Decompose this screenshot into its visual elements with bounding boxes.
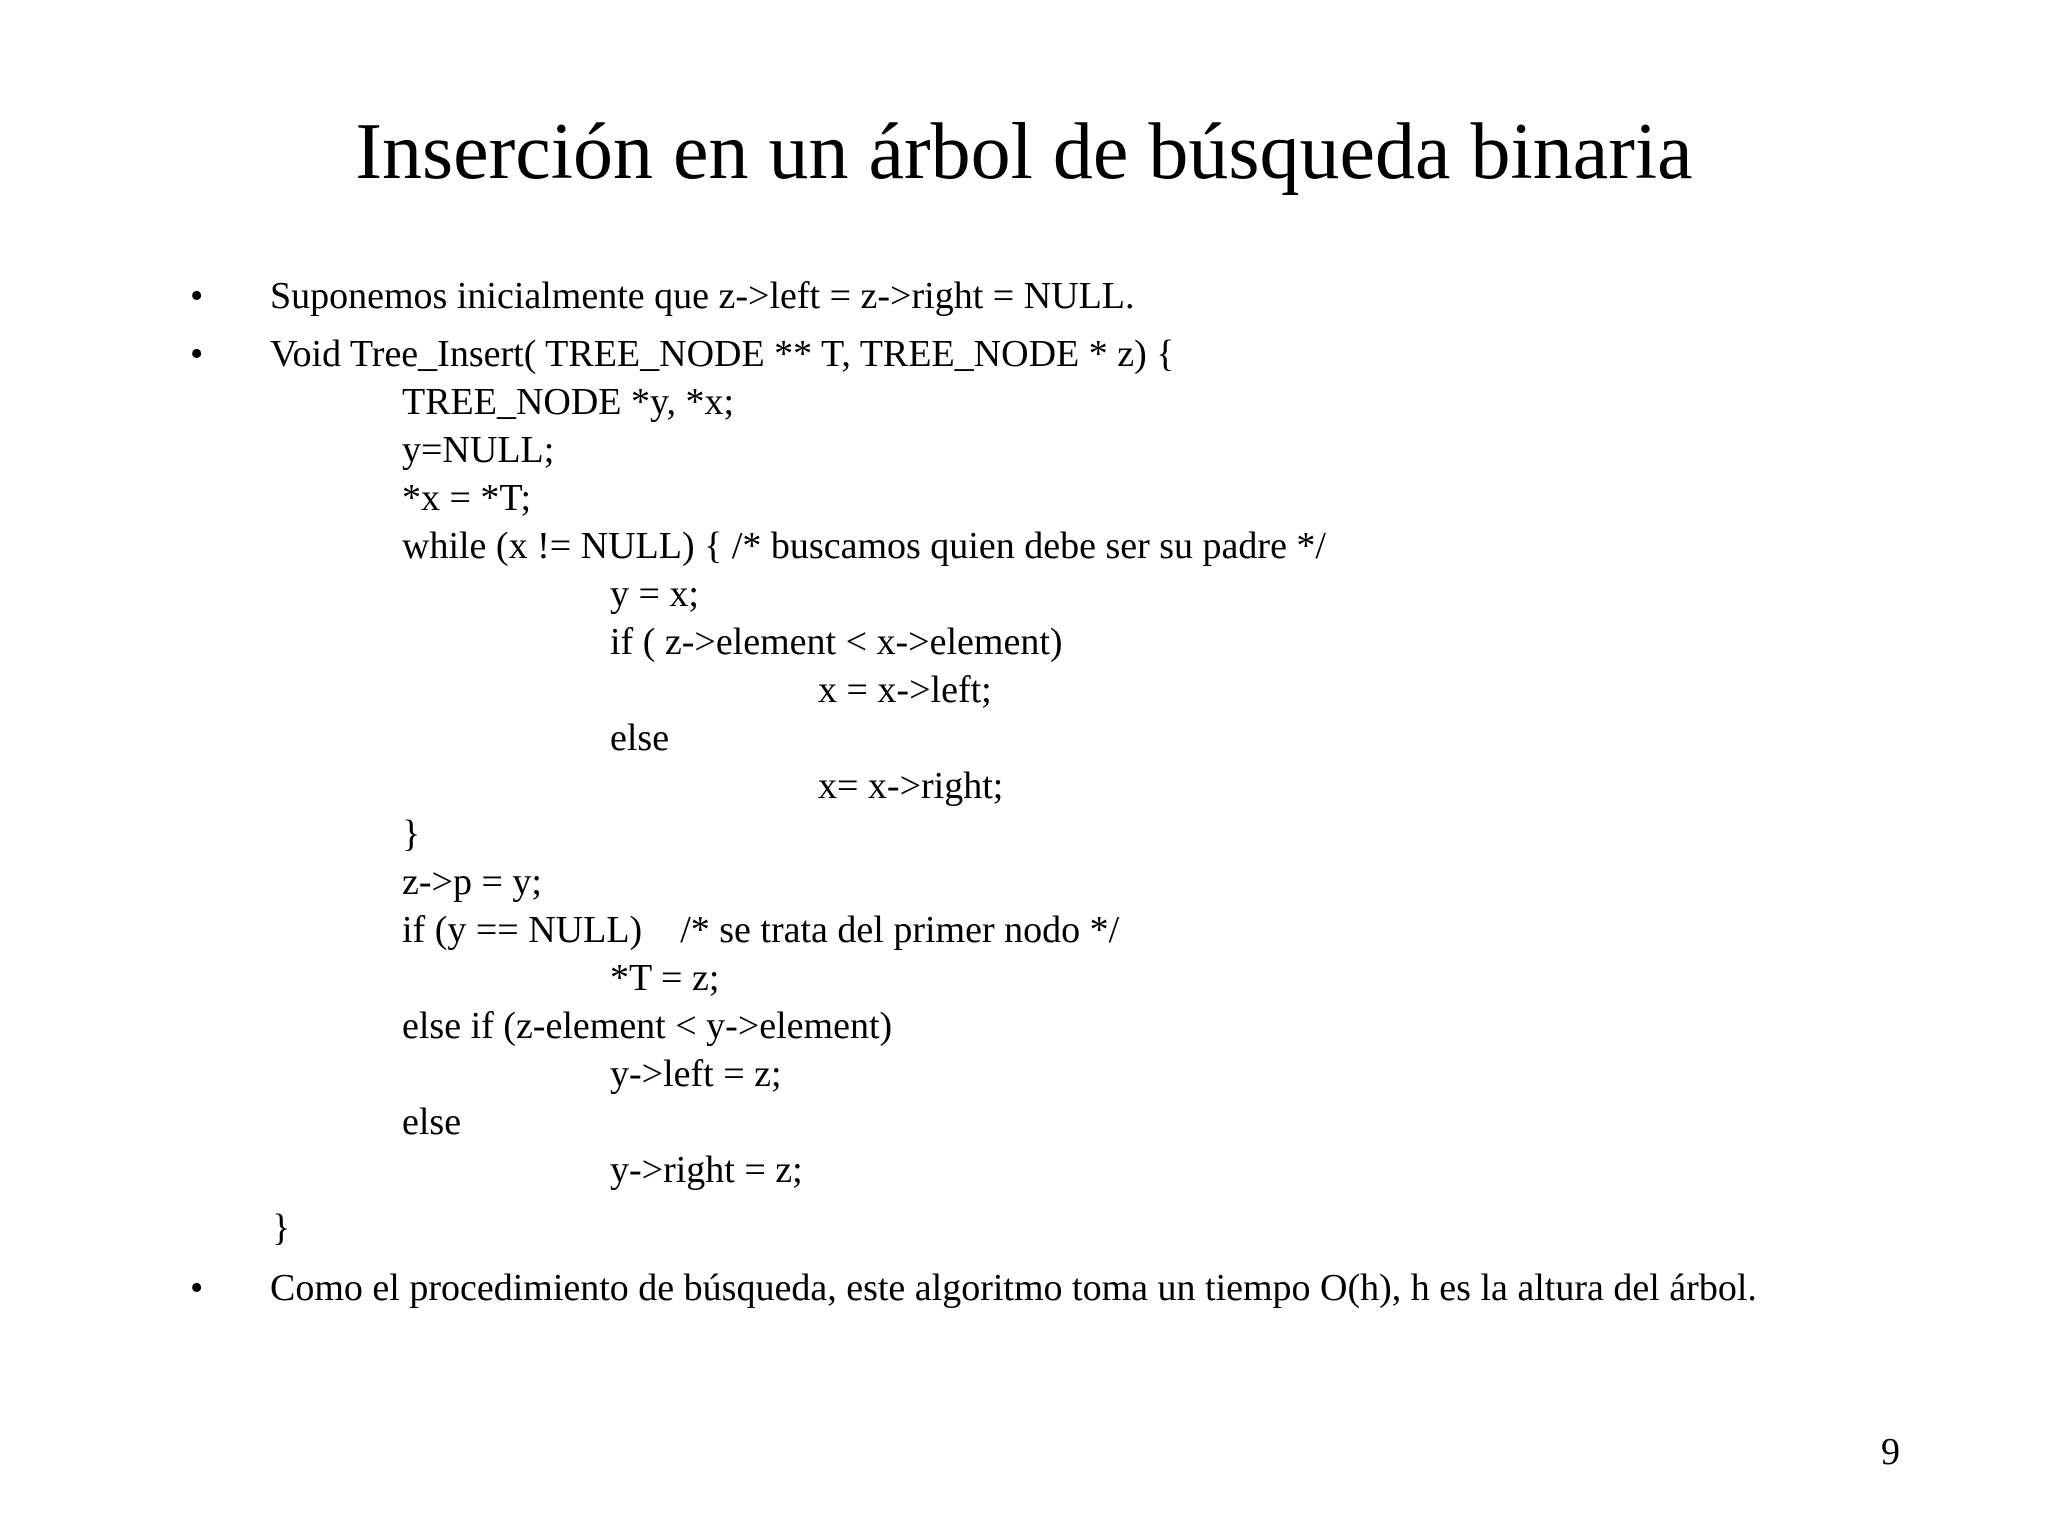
- bullet-icon: •: [190, 333, 204, 375]
- code-line: }: [402, 813, 421, 855]
- bullet-icon: •: [190, 275, 204, 317]
- bullet-icon: •: [190, 1267, 204, 1309]
- bullet-text: Como el procedimiento de búsqueda, este algoritmo toma un tiempo O(h), h es la altura del árbol.: [270, 1267, 1757, 1309]
- code-line: x= x->right;: [818, 765, 1004, 807]
- code-line: else: [402, 1101, 462, 1143]
- code-function-signature: Void Tree_Insert( TREE_NODE ** T, TREE_NODE * z) {: [270, 333, 1175, 375]
- bullet-text: Suponemos inicialmente que z->left = z->right = NULL.: [270, 275, 1135, 317]
- code-line: while (x != NULL) { /* buscamos quien debe ser su padre */: [402, 525, 1326, 567]
- code-line: x = x->left;: [818, 669, 992, 711]
- code-line: y->right = z;: [610, 1149, 803, 1191]
- code-line: TREE_NODE *y, *x;: [402, 381, 735, 423]
- code-line: z->p = y;: [402, 861, 542, 903]
- slide-title: Inserción en un árbol de búsqueda binaria: [355, 108, 1693, 196]
- page-number: 9: [1881, 1431, 1900, 1473]
- code-line: else: [610, 717, 670, 759]
- code-line: else if (z-element < y->element): [402, 1005, 893, 1047]
- code-line: if ( z->element < x->element): [610, 621, 1063, 663]
- code-line: y = x;: [610, 573, 699, 615]
- code-line: y->left = z;: [610, 1053, 782, 1095]
- code-line: *T = z;: [610, 957, 720, 999]
- code-line: if (y == NULL) /* se trata del primer nodo */: [402, 909, 1120, 951]
- code-line: *x = *T;: [402, 477, 532, 519]
- code-line: y=NULL;: [402, 429, 555, 471]
- code-line: }: [272, 1207, 291, 1249]
